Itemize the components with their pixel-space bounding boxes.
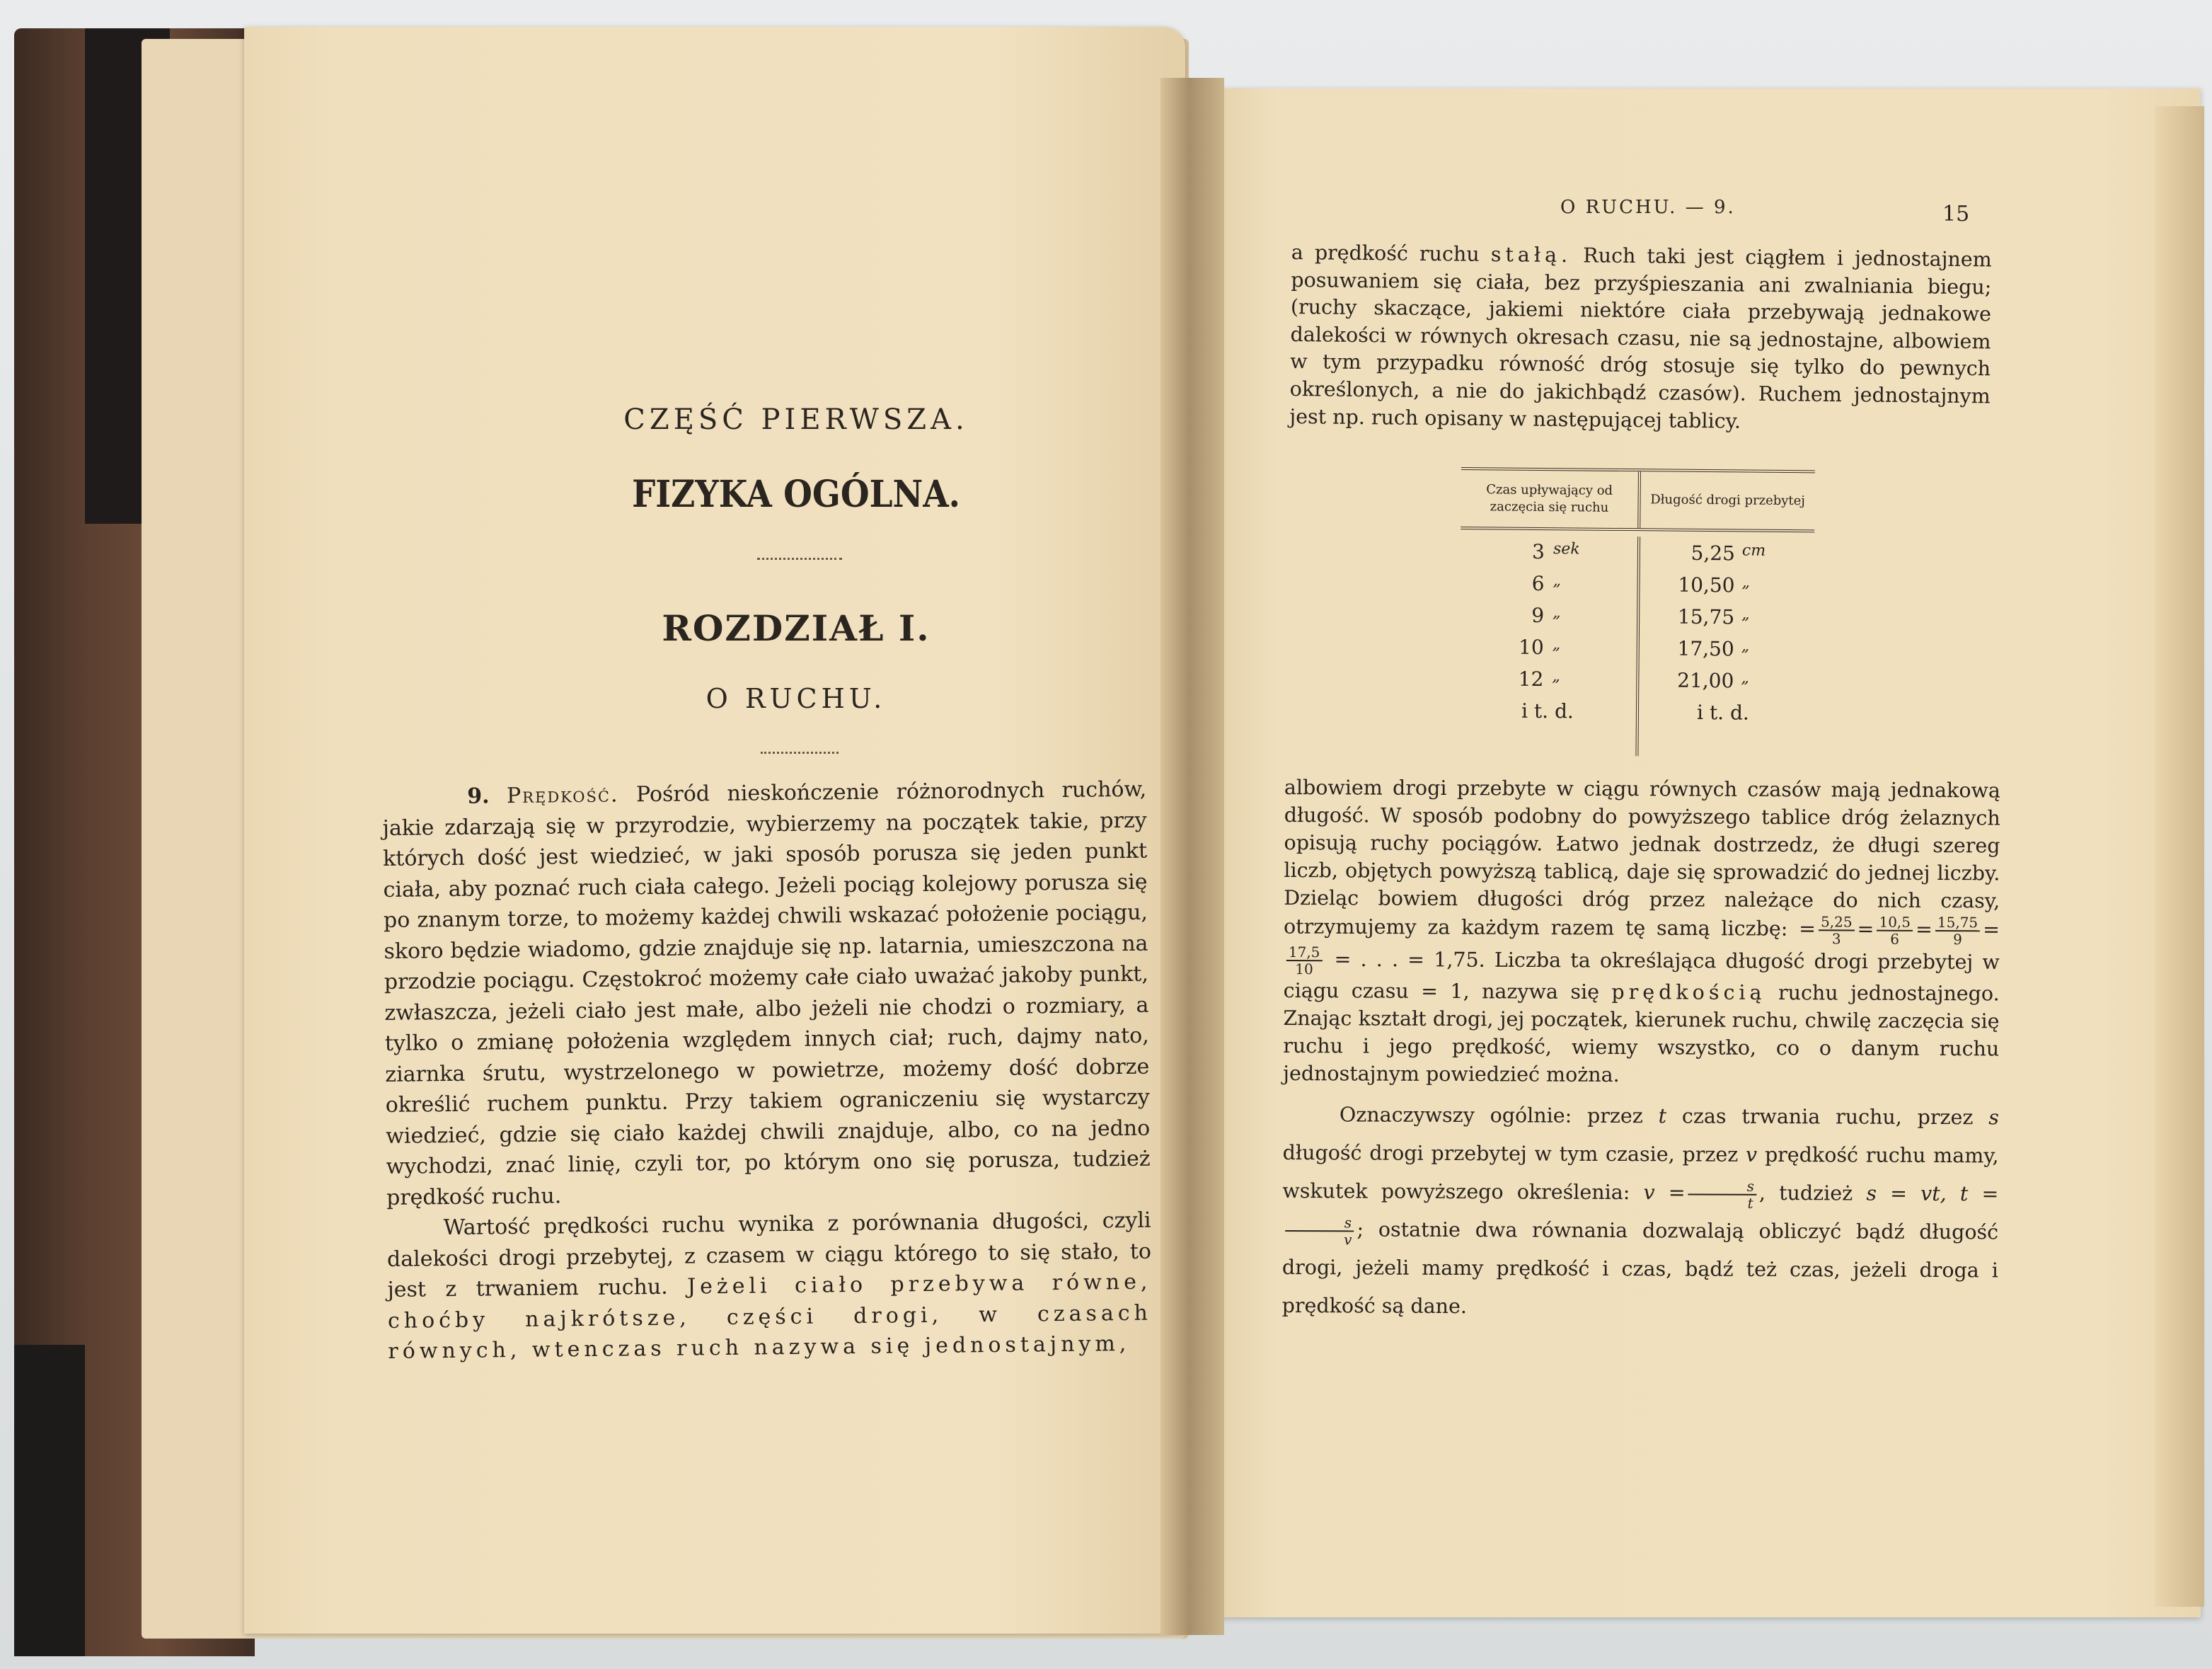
- fraction: [1819, 914, 1855, 946]
- fraction: [1285, 1215, 1354, 1247]
- text-run: Oznaczywszy ogólnie: przez: [1339, 1103, 1643, 1128]
- time-value: 9: [1531, 603, 1545, 628]
- section-title: FIZYKA OGÓLNA.: [632, 473, 960, 516]
- distance-unit: „: [1741, 573, 1751, 592]
- text-run: , tudzież: [1758, 1181, 1853, 1205]
- distance-unit: „: [1741, 637, 1750, 655]
- paragraph-number: 9.: [467, 784, 490, 809]
- fraction: [1877, 914, 1913, 947]
- table-header-distance: Długość drogi przebytej: [1650, 492, 1806, 509]
- time-unit: „: [1553, 604, 1561, 622]
- fraction-numerator: 5,25: [1819, 914, 1855, 931]
- time-unit: sek: [1553, 540, 1580, 558]
- fraction-denominator: 10: [1295, 960, 1313, 978]
- book-spine-bottom: [14, 1345, 85, 1656]
- paragraph-text: Wartość prędkości ruchu wynika z porównania długości, czyli dalekości drogi przebytej, z czasem w ciągu którego to się stało, to jest z trwaniem ruchu.: [386, 1208, 1152, 1302]
- ornament-divider: [757, 558, 842, 560]
- fraction-denominator: v: [1344, 1230, 1352, 1248]
- distance-value: 15,75: [1677, 604, 1735, 629]
- table-header: [1461, 467, 1815, 532]
- distance-unit: „: [1741, 669, 1749, 687]
- fraction: [1935, 914, 1980, 947]
- emphasized-text: prędkością: [1611, 980, 1766, 1004]
- text-run: prędkość ruchu mamy, wskutek powyższego określenia:: [1282, 1142, 1999, 1205]
- fraction-numerator: 17,5: [1286, 944, 1323, 961]
- paragraph-heading: Prędkość.: [506, 782, 619, 809]
- formula: t =: [1959, 1182, 1999, 1206]
- paragraph-text: albowiem drogi przebyte w ciągu równych czasów mają jednakową długość. W sposób podobny do powyższego tablice dróg żelaznych opisują ruchy pociągów. Łatwo jednak dostrzedz, że długi szereg liczb, objętych powyższą tablicą, daje się sprowadzić do jednej liczby. Dzieląc bowiem długości dróg przez należące do nich czasy, otrzymujemy za każdym razem tę samą liczbę: = $\frac{5,25}{3}$ = $\frac{10,5}{6}$ = $\frac{15,75}{9}$ = $\frac{17,5}{10}$ = . . . = 1,75. Liczba ta określająca długość drogi przebytej w ciągu czasu = 1, nazywa się prędkością ruchu jednostajnego. Znając kształt drogi, jej początek, kierunek ruchu, chwilę zaczęcia się ruchu i jego prędkość, wiemy wszystko, co o danym ruchu jednostajnym powiedzieć można.: [1283, 776, 2000, 1087]
- text-run: albowiem drogi przebyte w ciągu równych czasów mają jednakową długość. W sposób podobny do powyższego tablice dróg żelaznych opisują ruchy pociągów. Łatwo jednak dostrzedz, że długi szereg liczb, objętych powyższą tablicą, daje się sprowadzić do jednej liczby. Dzieląc bowiem długości dróg przez należące do nich czasy, otrzymujemy za każdym razem tę samą liczbę:: [1283, 776, 2000, 941]
- distance-value: 5,25: [1690, 541, 1736, 566]
- running-head: O RUCHU. — 9.: [1560, 197, 1736, 218]
- table-body: [1459, 535, 1814, 729]
- formula: v =: [1643, 1181, 1686, 1205]
- chapter-title: ROZDZIAŁ I.: [662, 607, 931, 649]
- distance-value: 10,50: [1678, 573, 1735, 597]
- part-title: CZĘŚĆ PIERWSZA.: [623, 403, 969, 436]
- distance-value: 21,00: [1677, 668, 1734, 693]
- book-gutter: [1160, 78, 1224, 1635]
- text-run: a prędkość ruchu: [1291, 240, 1480, 266]
- paragraph-text: Pośród nieskończenie różnorodnych ruchów, jakie zdarzają się w przyrodzie, wybierzemy na początek takie, przy których dość jest wiedzieć, w jaki sposób porusza się jeden punkt ciała, aby poznać ruch ciała całego. Jeżeli pociąg kolejowy porusza się po znanym torze, to możemy każdej chwili wskazać położenie pociągu, skoro będzie wiadomo, gdzie znajduje się np. latarnia, umieszczona na przodzie pociągu. Częstokroć możemy całe ciało uważać jakoby punkt, zwłaszcza, jeżeli ciało jest małe, albo jeżeli nie chodzi o rozmiary, a tylko o zmianę położenia względem innych ciał; ruch, dajmy nato, ziarnka śrutu, wystrzelonego w powietrze, możemy dość dobrze określić ruchem punktu. Przy takiem ograniczeniu się wystarczy wiedzieć, gdzie się ciało każdej chwili znajduje, albo, co na jedno wychodzi, znać linię, czyli tor, po którym ono się porusza, tudzież prędkość ruchu.: [382, 776, 1151, 1210]
- etc-label: i t. d.: [1521, 699, 1574, 723]
- formula-tail: = . . . = 1,75.: [1334, 947, 1485, 972]
- right-page-edge: [2155, 106, 2204, 1607]
- page-number: 15: [1942, 202, 1970, 226]
- variable: s: [1988, 1106, 1999, 1130]
- text-run: ; ostatnie dwa równania dozwalają obliczyć bądź długość drogi, jeżeli mamy prędkość i czas, bądź też czas, jeżeli droga i prędkość są dane.: [1281, 1217, 1999, 1319]
- chapter-subtitle: O RUCHU.: [705, 683, 887, 714]
- right-page-body-top: [1289, 239, 1992, 438]
- fraction-numerator: s: [1285, 1215, 1354, 1232]
- etc-label: i t. d.: [1696, 700, 1749, 725]
- time-value: 12: [1518, 667, 1544, 692]
- variable: t: [1658, 1104, 1667, 1128]
- fraction: [1688, 1178, 1756, 1210]
- paragraph-text: [1289, 239, 1992, 438]
- emphasized-text: stałą.: [1490, 242, 1572, 268]
- fraction-denominator: t: [1747, 1194, 1753, 1212]
- formula: s = vt,: [1866, 1181, 1947, 1206]
- left-page-body: [382, 774, 1153, 1367]
- paragraph-9: [382, 774, 1151, 1213]
- text-run: Liczba ta określająca długość drogi przebytej w ciągu czasu = 1, nazywa się: [1283, 948, 2000, 1004]
- text-run: długość drogi przebytej w tym czasie, przez: [1282, 1140, 1739, 1166]
- fraction-denominator: 3: [1831, 930, 1841, 948]
- time-unit: „: [1552, 667, 1560, 686]
- table-header-time: Czas upływający od zaczęcia się ruchu: [1461, 470, 1641, 528]
- text-run: ruchu jednostajnego. Znając kształt drogi, jej początek, kierunek ruchu, chwilę zaczęcia się ruchu i jego prędkość, wiemy wszystko, co o danym ruchu jednostajnym powiedzieć można.: [1283, 981, 2000, 1087]
- variable: v: [1746, 1142, 1758, 1166]
- motion-table: [1459, 467, 1815, 729]
- emphasized-text: Jeżeli ciało przebywa równe, choćby najkrótsze, części drogi, w czasach równych, wtenczas ruch nazywa się jednostajnym,: [387, 1269, 1153, 1364]
- fraction-numerator: 10,5: [1877, 914, 1913, 931]
- time-unit: „: [1552, 636, 1561, 654]
- paragraph-text: [1282, 1096, 1999, 1328]
- text-run: czas trwania ruchu, przez: [1681, 1104, 1974, 1130]
- paragraph-continuation: [386, 1205, 1152, 1367]
- text-run: Ruch taki jest ciągłem i jednostajnem posuwaniem się ciała, bez przyśpieszania ani zwalniania biegu; (ruchy skaczące, jakiemi niektóre ciała przebywają jednakowe dalekości w równych okresach czasu, nie są jednostajne, albowiem w tym przypadku równość dróg stosuje się tylko do pewnych określonych, a nie do jakichbądź czasów). Ruchem jednostajnym jest np. ruch opisany w następującej tablicy.: [1289, 243, 1992, 433]
- fraction-numerator: 15,75: [1935, 914, 1980, 931]
- ornament-divider: [761, 752, 839, 754]
- distance-unit: cm: [1741, 541, 1766, 560]
- fraction: [1286, 944, 1323, 977]
- fraction-denominator: 6: [1890, 930, 1900, 948]
- right-page-body-bottom: [1282, 774, 2000, 1328]
- distance-unit: „: [1741, 605, 1750, 624]
- time-value: 3: [1531, 539, 1545, 564]
- fraction-numerator: s: [1688, 1178, 1756, 1195]
- fraction-denominator: 9: [1953, 931, 1962, 948]
- time-unit: „: [1553, 572, 1562, 590]
- distance-value: 17,50: [1677, 636, 1734, 661]
- time-value: 6: [1531, 571, 1545, 596]
- time-value: 10: [1519, 635, 1544, 660]
